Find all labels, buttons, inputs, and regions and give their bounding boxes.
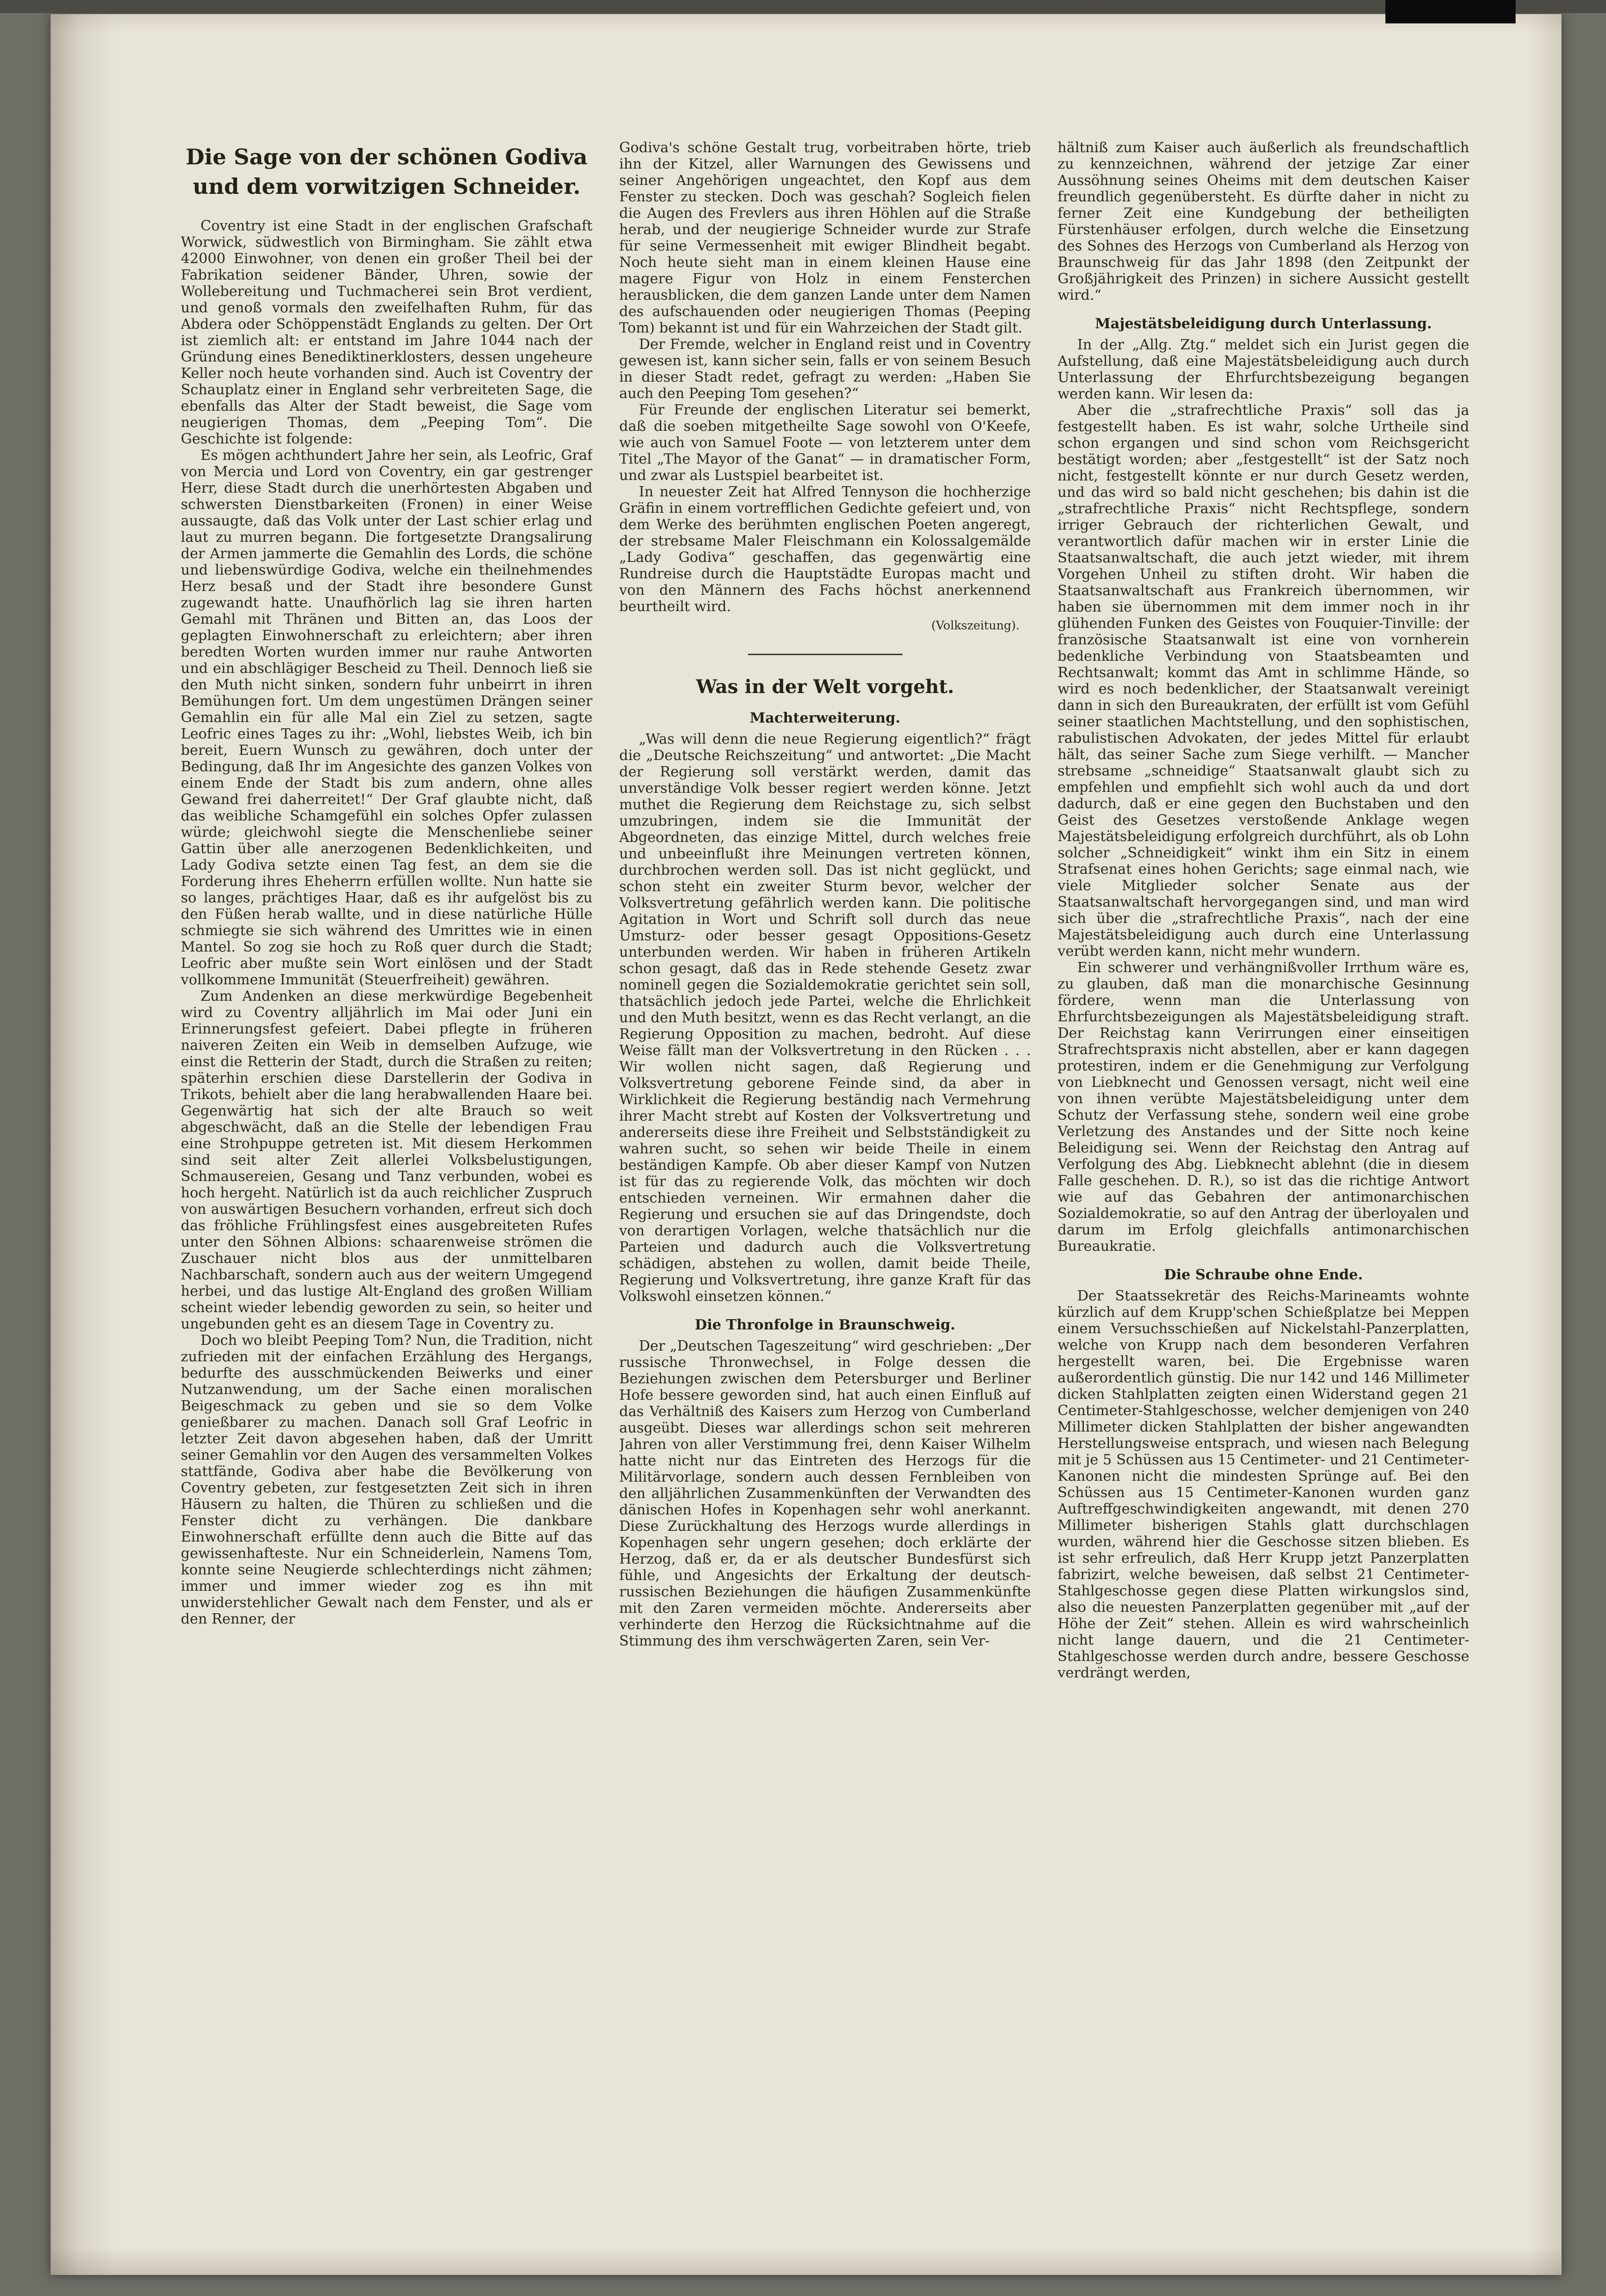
article-paragraph: hältniß zum Kaiser auch äußerlich als freundschaftlich zu kennzeichnen, während der jetzige Zar einer Aussöhnung seines Oheims mit dem deutschen Kaiser freundlich gegenübersteht. Es dürfte daher in nicht zu ferner Zeit eine Kundgebung der betheiligten Fürstenhäuser erfolgen, durch welche die Einsetzung des Sohnes des Herzogs von Cumberland als Herzog von Braunschweig für das Jahr 1898 (den Zeitpunkt der Großjährigkeit des Prinzen) in sichere Aussicht gestellt wird.“ xyxy=(1058,140,1469,303)
newspaper-page xyxy=(51,14,1562,2275)
sub-heading-thronfolge: Die Thronfolge in Braunschweig. xyxy=(695,1317,955,1333)
article-paragraph: Coventry ist eine Stadt in der englischen Grafschaft Worwick, südwestlich von Birmingham. Sie zählt etwa 42000 Einwohner, von denen ein großer Theil bei der Fabrikation seidener Bänder, Uhren, sowie der Wollebereitung und Tuchmacherei sein Brot verdient, und genoß vormals den zweifelhaften Ruhm, für das Abdera oder Schöppenstädt Englands zu gelten. Der Ort ist ziemlich alt: er entstand im Jahre 1044 nach der Gründung eines Benediktinerklosters, dessen ungeheure Keller noch heute vorhanden sind. Auch ist Coventry der Schauplatz einer in England sehr verbreiteten Sage, die ebenfalls das Alter der Stadt beweist, die Sage vom neugierigen Thomas, dem „Peeping Tom“. Die Geschichte ist folgende: xyxy=(181,217,592,447)
article-paragraph: Der Staatssekretär des Reichs-Marineamts wohnte kürzlich auf dem Krupp'schen Schießplatze bei Meppen einem Versuchsschießen auf Nickelstahl-Panzerplatten, welche von Krupp nach dem besonderen Verfahren hergestellt waren, bei. Die Ergebnisse waren außerordentlich günstig. Die nur 142 und 146 Millimeter dicken Stahlplatten zeigten einen Widerstand gegen 21 Centimeter-Stahlgeschosse, welcher demjenigen von 240 Millimeter dicken Stahlplatten der bisher angewandten Herstellungsweise entsprach, und wiesen nach Belegung mit je 5 Schüssen aus 15 Centimeter- und 21 Centimeter-Kanonen nicht die mindesten Sprünge auf. Bei den Schüssen aus 15 Centimeter-Kanonen wurden ganz Auftreffgeschwindigkeiten angewandt, mit denen 270 Millimeter bisherigen Stahls glatt durchschlagen wurden, während hier die Geschosse sitzen blieben. Es ist sehr erfreulich, daß Herr Krupp jetzt Panzerplatten fabrizirt, welche beweisen, daß selbst 21 Centimeter-Stahlgeschosse gegen diese Platten wirkungslos sind, also die neuesten Panzerplatten gegenüber mit „auf der Höhe der Zeit“ stehen. Allein es wird wahrscheinlich nicht lange dauern, und die 21 Centimeter-Stahlgeschosse werden durch andre, bessere Geschosse verdrängt werden, xyxy=(1058,1288,1469,1681)
article-title-line2: und dem vorwitzigen Schneider. xyxy=(192,174,581,199)
article-paragraph: Godiva's schöne Gestalt trug, vorbeitraben hörte, trieb ihn der Kitzel, aller Warnungen des Gewissens und seiner Angehörigen ungeachtet, den Kopf aus dem Fenster zu stecken. Doch was geschah? Sogleich fielen die Augen des Frevlers aus ihren Höhlen auf die Straße herab, und der neugierige Schneider wurde zur Strafe für seine Vermessenheit mit ewiger Blindheit begabt. Noch heute sieht man in einem kleinen Hause eine magere Figur von Holz in einem Fensterchen herausblicken, die dem ganzen Lande unter dem Namen des aufschauenden oder neugierigen Thomas (Peeping Tom) bekannt ist und für ein Wahrzeichen der Stadt gilt. xyxy=(619,140,1031,336)
column-left xyxy=(181,140,592,2120)
article-paragraph: In neuester Zeit hat Alfred Tennyson die hochherzige Gräfin in einem vortrefflichen Gedichte gefeiert und, von dem Werke des berühmten englischen Poeten angeregt, der strebsame Maler Fleischmann ein Kolossalgemälde „Lady Godiva“ geschaffen, das gegenwärtig eine Rundreise durch die Hauptstädte Europas macht und von den Männern des Fachs höchst anerkennend beurtheilt wird. xyxy=(619,484,1031,615)
column-right xyxy=(1058,140,1469,2120)
sub-heading-majestaetsbeleidigung: Majestätsbeleidigung durch Unterlassung. xyxy=(1095,316,1432,332)
article-title-line1: Die Sage von der schönen Godiva xyxy=(185,144,588,170)
article-paragraph: Aber die „strafrechtliche Praxis“ soll das ja festgestellt haben. Es ist wahr, solche Urtheile sind schon ergangen und sind schon vom Reichsgericht bestätigt worden; aber „festgestellt“ ist der Satz noch nicht, festgestellt könnte er nur durch Gesetz werden, und das wird so bald nicht geschehen; bis dahin ist die „strafrechtliche Praxis“ nicht Rechtspflege, sondern irriger Gebrauch der richterlichen Gewalt, und verantwortlich dafür machen wir in erster Linie die Staatsanwaltschaft, die auch jetzt wieder, mit ihrem Vorgehen Unheil zu stiften droht. Wir haben die Staatsanwaltschaft aus Frankreich übernommen, wir haben sie übernommen mit dem immer noch in ihr glühenden Funken des Geistes von Fouquier-Tinville: der französische Staatsanwalt ist eine von vornherein bedenkliche Verbindung von Staatsbeamten und Rechtsanwalt; kommt das Amt in schlimme Hände, so wird es noch bedenklicher, der Staatsanwalt vereinigt dann in sich den Bureaukraten, der erfüllt ist vom Gefühl seiner staatlichen Machtstellung, und den sophistischen, rabulistischen Advokaten, der jedes Mittel für erlaubt hält, das seiner Sache zum Siege verhilft. — Mancher strebsame „schneidige“ Staatsanwalt glaubt sich zu empfehlen und empfiehlt sich wohl auch da und dort dadurch, daß er eine gegen den Buchstaben und den Geist des Gesetzes verstoßende Anklage wegen Majestätsbeleidigung erfolgreich durchführt, als ob Lohn solcher „Schneidigkeit“ winkt ihm ein Sitz in einem Strafsenat eines hohen Gerichts; sage einmal nach, wie viele Mitglieder solcher Senate aus der Staatsanwaltschaft hervorgegangen sind, und man wird sich über die „strafrechtliche Praxis“, nach der eine Majestätsbeleidigung auch durch eine Unterlassung verübt werden kann, nicht mehr wundern. xyxy=(1058,402,1469,960)
article-paragraph: Der Fremde, welcher in England reist und in Coventry gewesen ist, kann sicher sein, falls er von seinem Besuch in dieser Stadt redet, gefragt zu werden: „Haben Sie auch den Peeping Tom gesehen?“ xyxy=(619,336,1031,402)
scan-corner-artifact xyxy=(1385,0,1516,23)
scan-edge-strip xyxy=(0,0,1606,13)
section-divider xyxy=(748,654,903,655)
article-title xyxy=(181,142,592,202)
column-middle xyxy=(619,140,1031,2120)
article-paragraph: Ein schwerer und verhängnißvoller Irrthum wäre es, zu glauben, daß man die monarchische Gesinnung fördere, wenn man die Unterlassung von Ehrfurchtsbezeigungen als Majestätsbeleidigung straft. Der Reichstag kann Verirrungen einer einseitigen Strafrechtspraxis nicht abstellen, aber er kann dagegen protestiren, indem er die Genehmigung zur Verfolgung von Liebknecht und Genossen versagt, nicht weil eine von ihnen verübte Majestätsbeleidigung unter dem Schutz der Verfassung stehe, sondern weil eine grobe Verletzung des Anstandes und der Sitte noch keine Beleidigung sei. Wenn der Reichstag den Antrag auf Verfolgung des Abg. Liebknecht ablehnt (die in diesem Falle geschehen. D. R.), so ist das die richtige Antwort wie auf das Gebahren der antimonarchischen Sozialdemokratie, so auf den Antrag der überloyalen und darum im Erfolg gleichfalls antimonarchischen Bureaukratie. xyxy=(1058,960,1469,1255)
text-columns xyxy=(181,140,1470,2120)
article-attribution: (Volkszeitung). xyxy=(931,619,1020,632)
sub-heading-machterweiterung: Machterweiterung. xyxy=(749,710,901,726)
section-heading: Was in der Welt vorgeht. xyxy=(696,676,955,698)
article-paragraph: Zum Andenken an diese merkwürdige Begebenheit wird zu Coventry alljährlich im Mai oder Juni ein Erinnerungsfest gefeiert. Dabei pflegte in früheren naiveren Zeiten ein Weib in demselben Aufzuge, wie einst die Retterin der Stadt, durch die Straßen zu reiten; späterhin erschien diese Darstellerin der Godiva in Trikots, behielt aber die lang herabwallenden Haare bei. Gegenwärtig hat sich der alte Brauch so weit abgeschwächt, daß an die Stelle der lebendigen Frau eine Strohpuppe getreten ist. Mit diesem Herkommen sind seit alter Zeit allerlei Volksbelustigungen, Schmausereien, Gesang und Tanz verbunden, wobei es hoch hergeht. Natürlich ist da auch reichlicher Zuspruch von auswärtigen Besuchern vorhanden, erfreut sich doch das fröhliche Frühlingsfest eines ausgebreiteten Rufes unter den Söhnen Albions: schaarenweise strömen die Zuschauer nicht blos aus der unmittelbaren Nachbarschaft, sondern auch aus der weitern Umgegend herbei, und das lustige Alt-England des großen William scheint wieder lebendig geworden zu sein, so heiter und ungebunden geht es an diesem Tage in Coventry zu. xyxy=(181,988,592,1332)
article-paragraph: Der „Deutschen Tageszeitung“ wird geschrieben: „Der russische Thronwechsel, in Folge dessen die Beziehungen zwischen dem Petersburger und Berliner Hofe bessere geworden sind, hat auch einen Einfluß auf das Verhältniß des Kaisers zum Herzog von Cumberland ausgeübt. Dieses war allerdings schon seit mehreren Jahren von aller Verstimmung frei, denn Kaiser Wilhelm hatte nicht nur das Eintreten des Herzogs für die Militärvorlage, sondern auch dessen Fernbleiben von den alljährlichen Zusammenkünften der Verwandten des dänischen Hofes in Kopenhagen sehr wohl anerkannt. Diese Zurückhaltung des Herzogs wurde allerdings in Kopenhagen sehr ungern gesehen; doch erklärte der Herzog, daß er, da er als deutscher Bundesfürst sich fühle, und Angesichts der Erkaltung der deutsch-russischen Beziehungen die häufigen Zusammenkünfte mit den Zaren vermeiden möchte. Andererseits aber verhinderte den Herzog die Rücksichtnahme auf die Stimmung des ihm verschwägerten Zaren, sein Ver- xyxy=(619,1338,1031,1649)
article-paragraph: Es mögen achthundert Jahre her sein, als Leofric, Graf von Mercia und Lord von Coventry, ein gar gestrenger Herr, diese Stadt durch die unerhörtesten Abgaben und schwersten Dienstbarkeiten (Fronen) in einer Weise aussaugte, daß das Volk unter der Last schier erlag und laut zu murren begann. Die fortgesetzte Drangsalirung der Armen jammerte die Gemahlin des Lords, die schöne und liebenswürdige Godiva, welche ein theilnehmendes Herz besaß und der Stadt ihre besondere Gunst zugewandt hatte. Unaufhörlich lag sie ihren harten Gemahl mit Thränen und Bitten an, das Loos der geplagten Einwohnerschaft zu erleichtern; aber ihren beredten Worten wurden immer nur rauhe Antworten und ein abschlägiger Bescheid zu Theil. Dennoch ließ sie den Muth nicht sinken, sondern fuhr unbeirrt in ihren Bemühungen fort. Um dem ungestümen Drängen seiner Gemahlin ein für alle Mal ein Ziel zu setzen, sagte Leofric eines Tages zu ihr: „Wohl, liebstes Weib, ich bin bereit, Euern Wunsch zu gewähren, doch unter der Bedingung, daß Ihr im Angesichte des ganzen Volkes von einem Ende der Stadt bis zum andern, ohne alles Gewand frei daherreitet!“ Der Graf glaubte nicht, daß das weibliche Schamgefühl ein solches Opfer zulassen würde; gleichwohl siegte die Menschenliebe seiner Gattin über alle anerzogenen Bedenklichkeiten, und Lady Godiva setzte einen Tag fest, an dem sie die Forderung ihres Eheherrn erfüllen wollte. Nun hatte sie so langes, prächtiges Haar, daß es ihr aufgelöst bis zu den Füßen herab wallte, und in diese natürliche Hülle schmiegte sie sich während des Umrittes wie in einen Mantel. So zog sie hoch zu Roß quer durch die Stadt; Leofric aber mußte sein Wort einlösen und der Stadt vollkommene Immunität (Steuerfreiheit) gewähren. xyxy=(181,447,592,988)
article-paragraph: „Was will denn die neue Regierung eigentlich?“ frägt die „Deutsche Reichszeitung“ und antwortet: „Die Macht der Regierung soll verstärkt werden, damit das unverständige Volk besser regiert werden könne. Jetzt muthet die Regierung dem Reichstage zu, sich selbst umzubringen, indem sie die Immunität der Abgeordneten, das einzige Mittel, durch welches freie und unbeeinflußt ihre Meinungen vertreten können, durchbrochen werden soll. Das ist nicht geglückt, und schon steht ein zweiter Sturm bevor, welcher der Volksvertretung gefährlich werden kann. Die politische Agitation in Wort und Schrift soll durch das neue Umsturz- oder besser gesagt Oppositions-Gesetz unterbunden werden. Wir haben in früheren Artikeln schon gesagt, daß das in Rede stehende Gesetz zwar nominell gegen die Sozialdemokratie gerichtet sein soll, thatsächlich jedoch jede Partei, welche die Ehrlichkeit und den Muth besitzt, wenn es das Recht verlangt, an die Regierung Opposition zu machen, bedroht. Auf diese Weise fällt man der Volksvertretung in den Rücken . . . Wir wollen nicht sagen, daß Regierung und Volksvertretung geborene Feinde sind, da aber in Wirklichkeit die Regierung beständig nach Vermehrung ihrer Macht strebt auf Kosten der Volksvertretung und andererseits diese ihre Freiheit und Selbstständigkeit zu wahren sucht, so sehen wir beide Theile in einem beständigen Kampfe. Ob aber dieser Kampf von Nutzen ist für das zu regierende Volk, das möchten wir doch entschieden verneinen. Wir ermahnen daher die Regierung und ersuchen sie auf das Dringendste, doch von derartigen Vorlagen, welche thatsächlich nur die Parteien und dadurch auch die Volksvertretung schädigen, abstehen zu wollen, damit beide Theile, Regierung und Volksvertretung, ihre ganze Kraft für das Volkswohl einsetzen können.“ xyxy=(619,731,1031,1305)
article-paragraph: In der „Allg. Ztg.“ meldet sich ein Jurist gegen die Aufstellung, daß eine Majestätsbeleidigung auch durch Unterlassung der Ehrfurchtsbezeigung begangen werden kann. Wir lesen da: xyxy=(1058,337,1469,402)
sub-heading-schraube: Die Schraube ohne Ende. xyxy=(1164,1267,1363,1283)
article-paragraph: Für Freunde der englischen Literatur sei bemerkt, daß die soeben mitgetheilte Sage sowohl von O'Keefe, wie auch von Samuel Foote — von letzterem unter dem Titel „The Mayor of the Ganat“ — in dramatischer Form, und zwar als Lustspiel bearbeitet ist. xyxy=(619,402,1031,484)
article-paragraph: Doch wo bleibt Peeping Tom? Nun, die Tradition, nicht zufrieden mit der einfachen Erzählung des Hergangs, bedurfte des ausschmückenden Beiwerks und einer Nutzanwendung, um der Sache einen moralischen Beigeschmack zu geben und sie so dem Volke genießbarer zu machen. Danach soll Graf Leofric in letzter Zeit davon abgesehen haben, daß der Umritt seiner Gemahlin vor den Augen des versammelten Volkes stattfände, Godiva aber habe die Bevölkerung von Coventry gebeten, zur festgesetzten Zeit sich in ihren Häusern zu halten, die Thüren zu schließen und die Fenster dicht zu verhängen. Die dankbare Einwohnerschaft erfüllte denn auch die Bitte auf das gewissenhafteste. Nur ein Schneiderlein, Namens Tom, konnte seine Neugierde schlechterdings nicht zähmen; immer und immer wieder zog es ihn mit unwiderstehlicher Gewalt nach dem Fenster, und als er den Renner, der xyxy=(181,1332,592,1627)
